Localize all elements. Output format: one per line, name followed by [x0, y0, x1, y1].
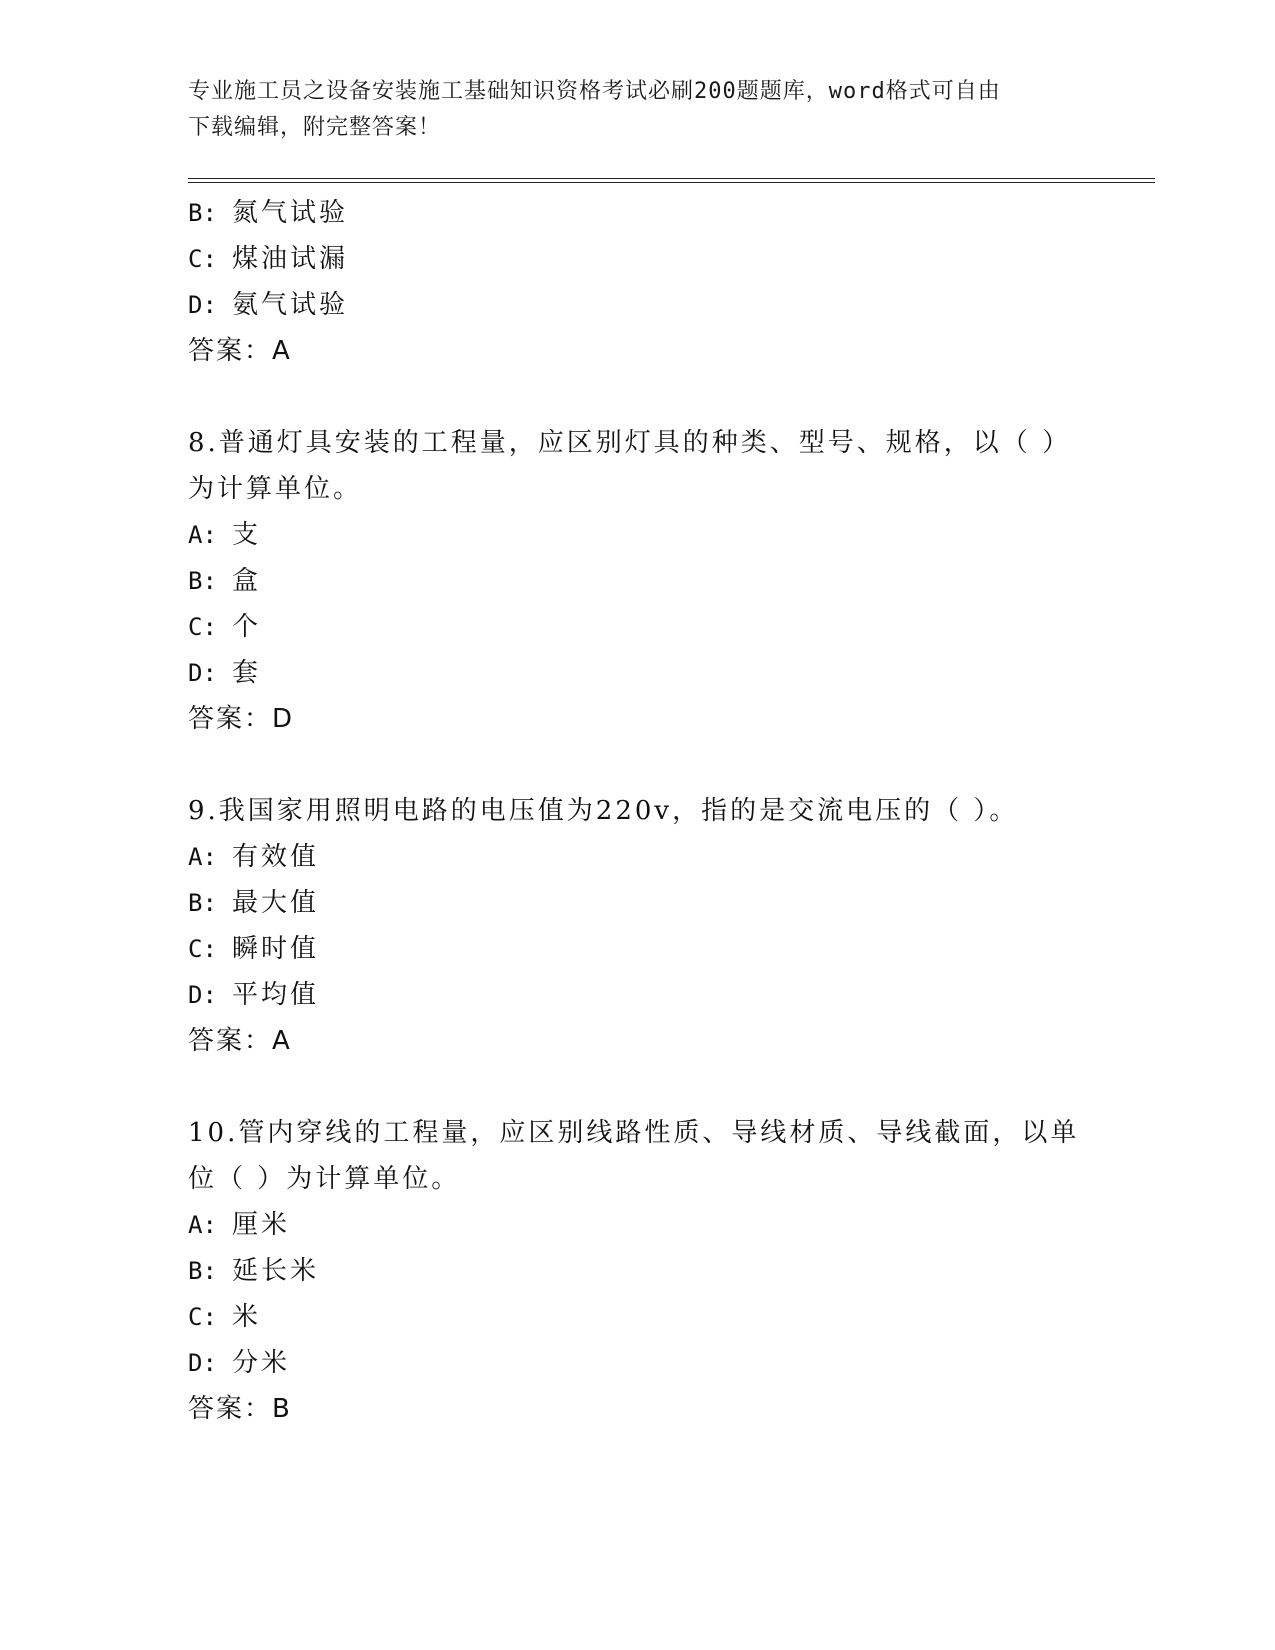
- header-line-1: 专业施工员之设备安装施工基础知识资格考试必刷200题题库，word格式可自由: [188, 79, 1001, 104]
- option-d: D: 氨气试验: [188, 290, 349, 320]
- option-a: A: 有效值: [188, 842, 320, 872]
- option-c: C: 煤油试漏: [188, 244, 349, 274]
- answer: 答案：B: [188, 1394, 292, 1424]
- option-d: D: 分米: [188, 1348, 291, 1378]
- answer: 答案：A: [188, 1026, 292, 1056]
- question-stem: 9.我国家用照明电路的电压值为220v，指的是交流电压的（ ）。: [188, 796, 1019, 826]
- option-d: D: 平均值: [188, 980, 320, 1010]
- question-8: [188, 420, 1088, 742]
- header-line-2: 下载编辑，附完整答案！: [188, 115, 442, 140]
- option-b: B: 盒: [188, 566, 262, 596]
- question-9: [188, 788, 1088, 1064]
- header-divider: [188, 178, 1155, 183]
- answer: 答案：A: [188, 336, 292, 366]
- option-d: D: 套: [188, 658, 262, 688]
- option-b: B: 延长米: [188, 1256, 320, 1286]
- answer: 答案：D: [188, 704, 295, 734]
- question-10: [188, 1110, 1088, 1432]
- document-header: [188, 74, 1088, 146]
- option-b: B: 最大值: [188, 888, 320, 918]
- question-stem: 8.普通灯具安装的工程量，应区别灯具的种类、型号、规格，以（ ） 为计算单位。: [188, 428, 1072, 504]
- option-c: C: 瞬时值: [188, 934, 320, 964]
- option-a: A: 支: [188, 520, 262, 550]
- option-c: C: 米: [188, 1302, 262, 1332]
- question-stem: 10.管内穿线的工程量，应区别线路性质、导线材质、导线截面，以单 位（ ）为计算单位。: [188, 1118, 1080, 1194]
- option-c: C: 个: [188, 612, 262, 642]
- option-a: A: 厘米: [188, 1210, 291, 1240]
- question-list: [188, 190, 1088, 1432]
- question-7-continuation: [188, 190, 1088, 374]
- option-b: B: 氮气试验: [188, 198, 349, 228]
